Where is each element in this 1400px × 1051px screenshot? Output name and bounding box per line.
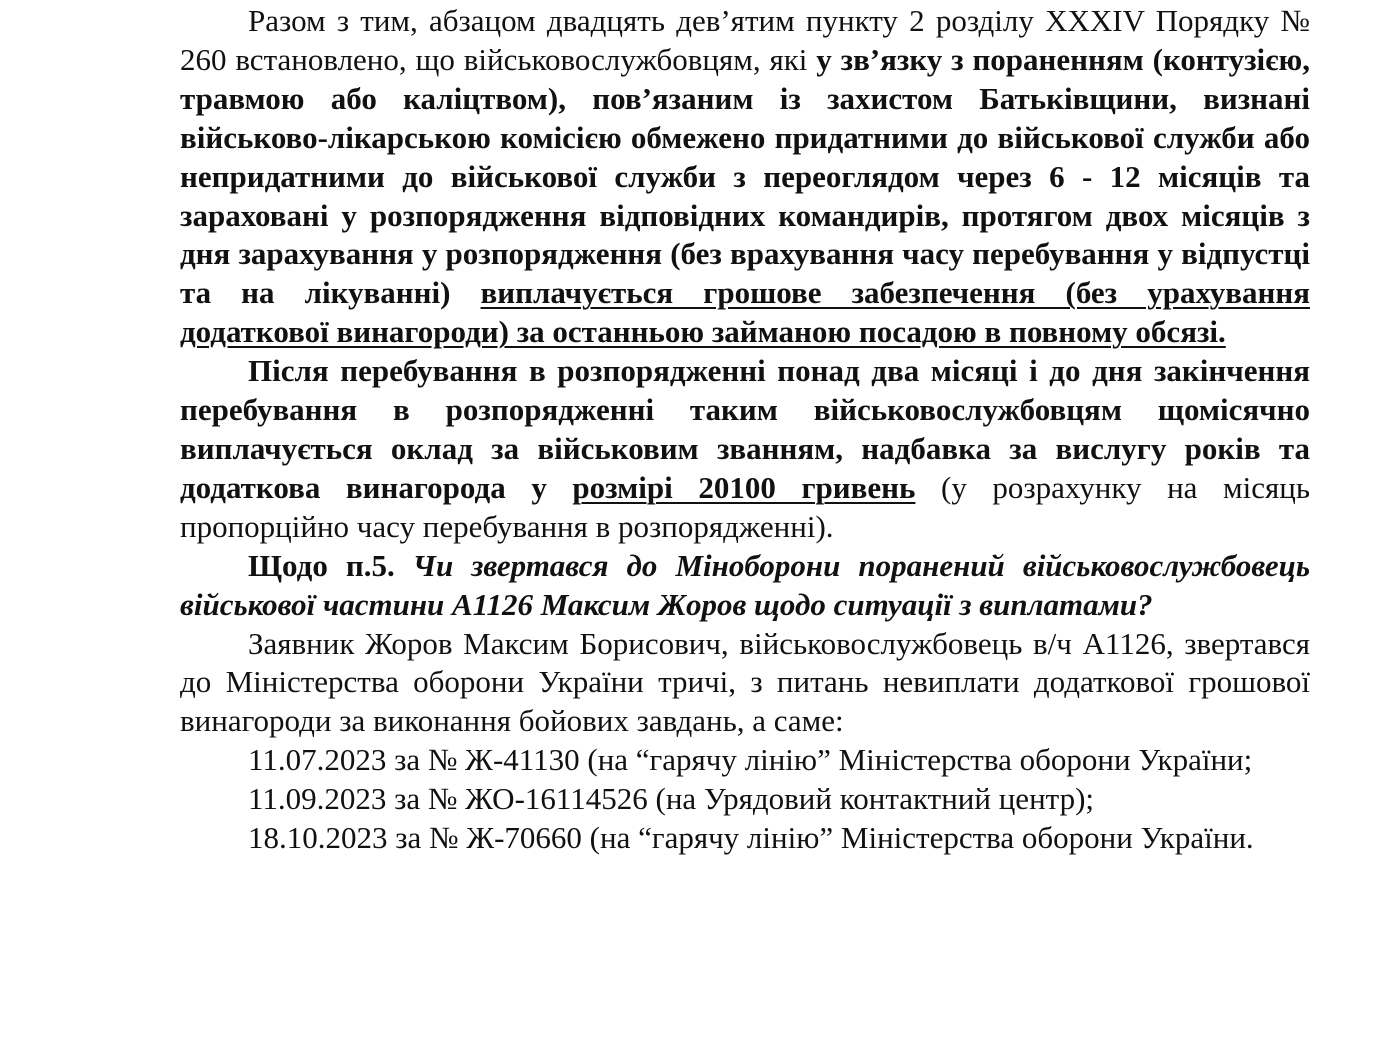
paragraph-bold-underlined-amount: розмірі 20100 гривень: [572, 469, 916, 505]
question-number-label: Щодо п.5.: [248, 547, 413, 583]
appeal-list-item: [180, 780, 1310, 819]
paragraph-question-5: [180, 547, 1310, 625]
paragraph-lead-text: Разом з тим, абзацом двадцять дев’ятим пункту 2 розділу XXXIV Порядку № 260 встановлено, що військовослужбовцям, які: [180, 3, 1310, 77]
appeal-item-text: 11.09.2023 за № ЖО-16114526 (на Урядовий контактний центр);: [248, 781, 1095, 817]
appeal-list-item: [180, 741, 1310, 780]
appeal-item-text: 11.07.2023 за № Ж-41130 (на “гарячу лінію” Міністерства оборони України;: [248, 742, 1253, 778]
applicant-text: Заявник Жоров Максим Борисович, військовослужбовець в/ч А1126, звертався до Міністерства оборони України тричі, з питань невиплати додаткової грошової винагороди за виконання бойових завдань, а саме:: [180, 625, 1310, 739]
document-body: [180, 2, 1310, 858]
paragraph-after-two-months: [180, 352, 1310, 547]
paragraph-bold-text: Після перебування в розпорядженні понад два місяці і до дня закінчення перебування в розпорядженні таким військовослужбовцям щомісячно виплачується оклад за військовим званням, надбавка за вислугу років та додаткова винагорода у: [180, 353, 1310, 505]
appeal-item-text: 18.10.2023 за № Ж-70660 (на “гарячу лінію” Міністерства оборони України.: [248, 820, 1254, 856]
paragraph-bold-underlined-text: виплачується грошове забезпечення (без урахування додаткової винагороди) за останньою займаною посадою в повному обсязі.: [180, 275, 1311, 350]
appeal-list-item: [180, 819, 1310, 858]
paragraph-bold-text: у зв’язку з пораненням (контузією, травмою або каліцтвом), пов’язаним із захистом Батьківщини, визнані військово-лікарською комісією обмежено придатними до військової служби або непридатними до військової служби з переоглядом через 6 - 12 місяців та зараховані у розпорядження відповідних командирів, протягом двох місяців з дня зарахування у розпорядження (без врахування часу перебування у відпустці та на лікуванні): [180, 41, 1310, 311]
paragraph-applicant: [180, 625, 1310, 742]
question-text: Чи звертався до Міноборони поранений військовослужбовець військової частини А1126 Максим Жоров щодо ситуації з виплатами?: [180, 547, 1310, 622]
paragraph-order-260-provision: [180, 2, 1310, 352]
paragraph-tail-text: (у розрахунку на місяць пропорційно часу перебування в розпорядженні).: [180, 469, 1310, 544]
